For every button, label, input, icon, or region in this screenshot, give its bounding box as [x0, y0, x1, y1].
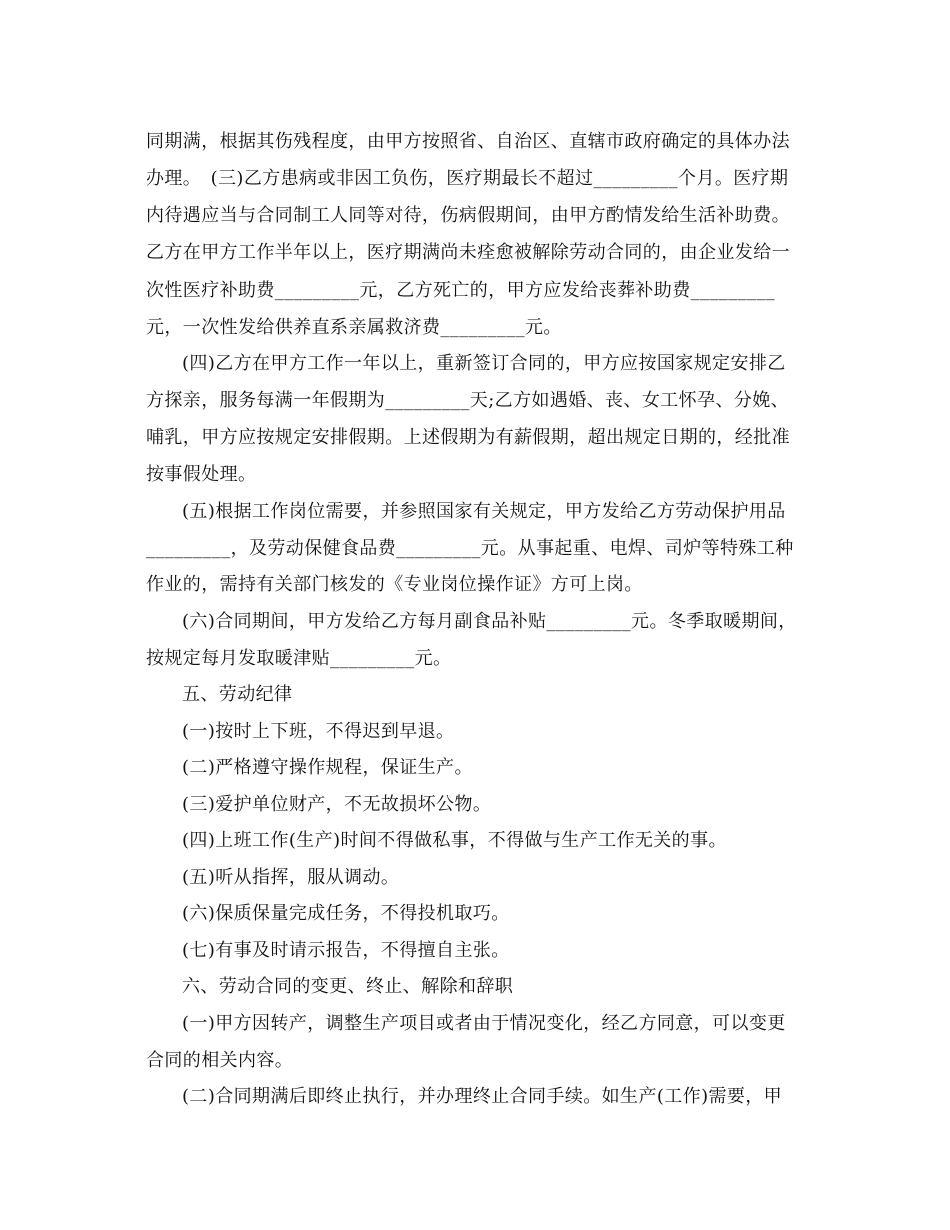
text-line: _________，及劳动保健食品费_________元。从事起重、电焊、司炉等特殊工种 — [146, 538, 794, 559]
text-line: 合同的相关内容。 — [146, 1050, 294, 1071]
text-line: (四)上班工作(生产)时间不得做私事，不得做与生产工作无关的事。 — [182, 830, 727, 851]
text-line: 同期满，根据其伤残程度，由甲方按照省、自治区、直辖市政府确定的具体办法 — [146, 131, 790, 152]
text-line: (六)合同期间，甲方发给乙方每月副食品补贴_________元。冬季取暖期间， — [182, 611, 797, 632]
text-line: 哺乳，甲方应按规定安排假期。上述假期为有薪假期，超出规定日期的，经批准 — [146, 427, 790, 448]
text-line: 元，一次性发给供养直系亲属救济费_________元。 — [146, 317, 562, 338]
section-heading: 六、劳动合同的变更、终止、解除和辞职 — [182, 976, 514, 997]
text-line: (一)甲方因转产，调整生产项目或者由于情况变化，经乙方同意，可以变更 — [182, 1013, 786, 1034]
text-line: 办理。 (三)乙方患病或非因工负伤，医疗期最长不超过_________个月。医疗期 — [146, 168, 789, 189]
text-line: 作业的，需持有关部门核发的《专业岗位操作证》方可上岗。 — [146, 574, 643, 595]
text-line: 乙方在甲方工作半年以上，医疗期满尚未痊愈被解除劳动合同的，由企业发给一 — [146, 242, 790, 263]
section-heading: 五、劳动纪律 — [182, 684, 293, 705]
text-line: 按事假处理。 — [146, 464, 257, 485]
text-line: (四)乙方在甲方工作一年以上，重新签订合同的，甲方应按国家规定安排乙 — [182, 353, 786, 374]
text-line: (一)按时上下班，不得迟到早退。 — [182, 721, 455, 742]
text-line: 内待遇应当与合同制工人同等对待，伤病假期间，由甲方酌情发给生活补助费。 — [146, 205, 790, 226]
text-line: (六)保质保量完成任务，不得投机取巧。 — [182, 903, 510, 924]
text-line: 按规定每月发取暖津贴_________元。 — [146, 648, 452, 669]
text-line: (五)根据工作岗位需要，并参照国家有关规定，甲方发给乙方劳动保护用品 — [182, 501, 786, 522]
text-line: (三)爱护单位财产，不无故损坏公物。 — [182, 794, 492, 815]
text-line: (二)合同期满后即终止执行，并办理终止合同手续。如生产(工作)需要，甲 — [182, 1086, 783, 1107]
text-line: 次性医疗补助费_________元，乙方死亡的，甲方应发给丧葬补助费_________ — [146, 280, 776, 301]
text-line: 方探亲，服务每满一年假期为_________天;乙方如遇婚、丧、女工怀孕、分娩、 — [146, 390, 790, 411]
text-line: (二)严格遵守操作规程，保证生产。 — [182, 757, 473, 778]
text-line: (五)听从指挥，服从调动。 — [182, 867, 400, 888]
text-line: (七)有事及时请示报告，不得擅自主张。 — [182, 940, 510, 961]
